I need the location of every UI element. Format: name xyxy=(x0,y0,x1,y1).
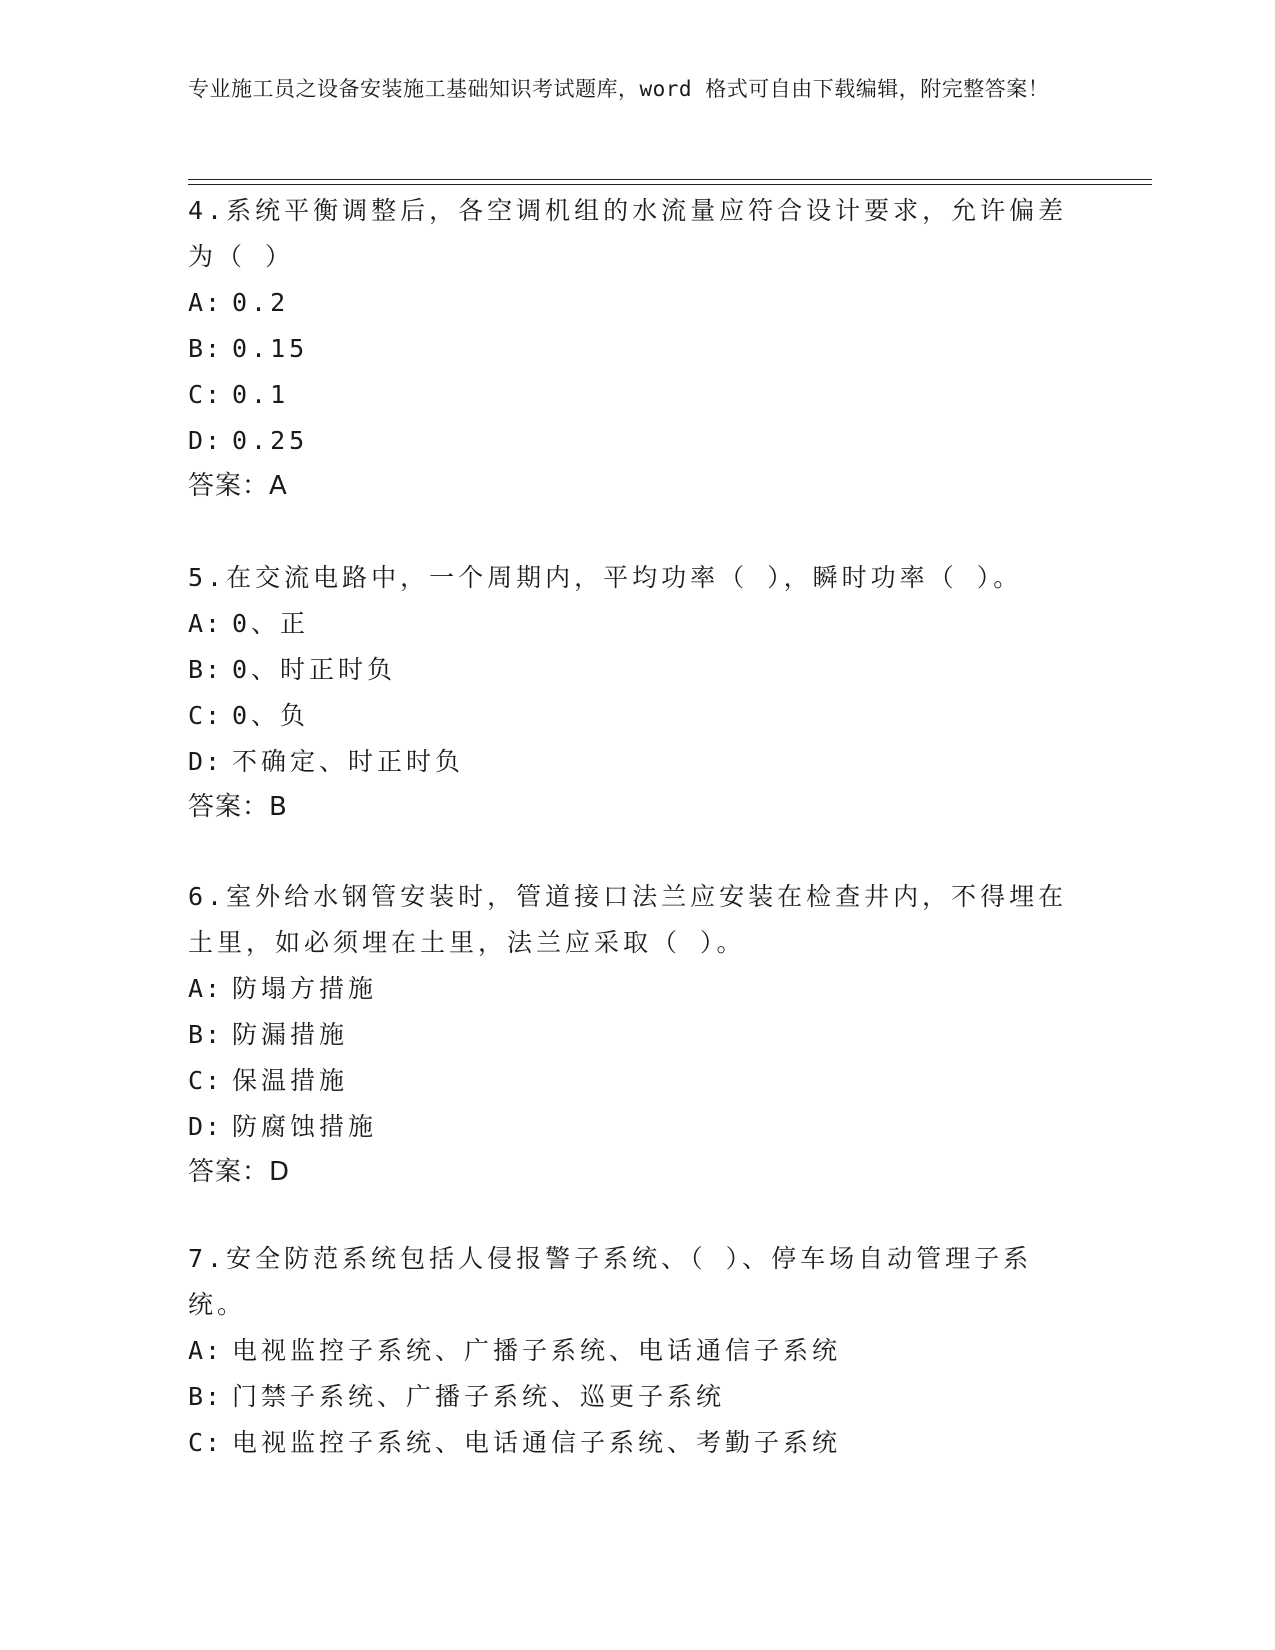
question-5 xyxy=(188,555,1088,829)
option-d xyxy=(188,739,1088,785)
option-a xyxy=(188,1328,1088,1374)
answer-line: 答案：D xyxy=(188,1157,291,1187)
option-text: 防漏措施 xyxy=(232,1020,349,1049)
option-key: A: xyxy=(188,1336,223,1365)
option-c xyxy=(188,1420,1088,1466)
question-6 xyxy=(188,874,1088,1194)
option-text: 电视监控子系统、电话通信子系统、考勤子系统 xyxy=(232,1428,842,1457)
option-c xyxy=(188,693,1088,739)
option-text: 0.15 xyxy=(232,334,309,363)
option-key: B: xyxy=(188,334,223,363)
question-4 xyxy=(188,188,1088,508)
option-text: 0、负 xyxy=(232,701,310,730)
option-key: B: xyxy=(188,655,223,684)
answer-line: 答案：A xyxy=(188,471,288,501)
option-text: 不确定、时正时负 xyxy=(232,747,465,776)
answer-line: 答案：B xyxy=(188,792,288,822)
option-key: A: xyxy=(188,288,223,317)
header-divider-bottom xyxy=(188,184,1152,185)
option-text: 门禁子系统、广播子系统、巡更子系统 xyxy=(232,1382,726,1411)
option-text: 0.1 xyxy=(232,380,290,409)
question-stem: 5.在交流电路中，一个周期内，平均功率（ ），瞬时功率（ ）。 xyxy=(188,563,1023,592)
option-key: B: xyxy=(188,1020,223,1049)
option-text: 防腐蚀措施 xyxy=(232,1112,378,1141)
option-key: A: xyxy=(188,974,223,1003)
option-key: C: xyxy=(188,1066,223,1095)
option-key: C: xyxy=(188,701,223,730)
option-text: 防塌方措施 xyxy=(232,974,378,1003)
question-stem: 7.安全防范系统包括人侵报警子系统、（ ）、停车场自动管理子系统。 xyxy=(188,1244,1033,1319)
option-text: 0、正 xyxy=(232,609,310,638)
option-c xyxy=(188,372,1088,418)
option-a xyxy=(188,280,1088,326)
option-key: D: xyxy=(188,426,223,455)
option-text: 保温措施 xyxy=(232,1066,349,1095)
option-d xyxy=(188,418,1088,464)
option-key: C: xyxy=(188,1428,223,1457)
option-b xyxy=(188,1012,1088,1058)
option-a xyxy=(188,601,1088,647)
option-b xyxy=(188,647,1088,693)
option-key: B: xyxy=(188,1382,223,1411)
option-key: C: xyxy=(188,380,223,409)
option-b xyxy=(188,326,1088,372)
option-text: 电视监控子系统、广播子系统、电话通信子系统 xyxy=(232,1336,842,1365)
question-stem: 6.室外给水钢管安装时，管道接口法兰应安装在检查井内，不得埋在土里，如必须埋在土里，法兰应采取（ ）。 xyxy=(188,882,1068,957)
question-7 xyxy=(188,1236,1088,1466)
option-b xyxy=(188,1374,1088,1420)
question-stem: 4.系统平衡调整后，各空调机组的水流量应符合设计要求，允许偏差为（ ） xyxy=(188,196,1068,271)
option-d xyxy=(188,1104,1088,1150)
option-key: D: xyxy=(188,1112,223,1141)
option-text: 0.2 xyxy=(232,288,290,317)
option-key: A: xyxy=(188,609,223,638)
option-c xyxy=(188,1058,1088,1104)
document-header: 专业施工员之设备安装施工基础知识考试题库，word 格式可自由下载编辑，附完整答案！ xyxy=(188,77,1050,101)
option-key: D: xyxy=(188,747,223,776)
header-divider-top xyxy=(188,179,1152,180)
option-text: 0、时正时负 xyxy=(232,655,397,684)
option-a xyxy=(188,966,1088,1012)
option-text: 0.25 xyxy=(232,426,309,455)
